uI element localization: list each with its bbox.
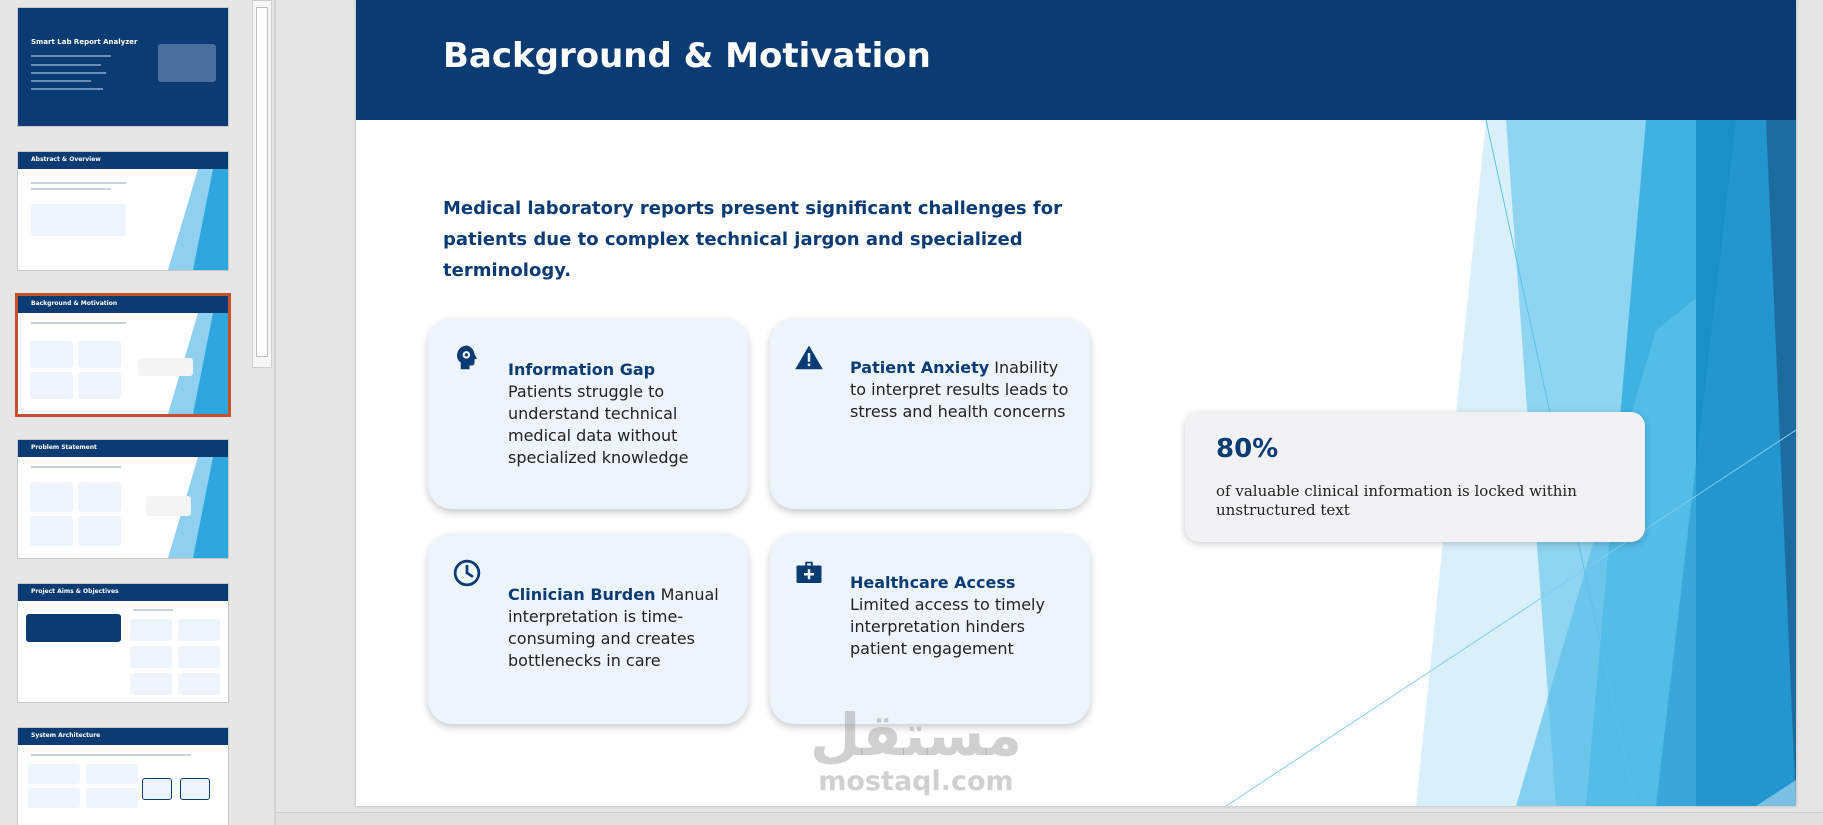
thumbnail-title: Abstract & Overview <box>31 156 101 163</box>
card-text <box>850 572 1075 660</box>
slide-thumbnail-6[interactable] <box>18 728 228 825</box>
slide-canvas[interactable] <box>356 0 1796 806</box>
stat-value: 80% <box>1216 434 1279 464</box>
card-body: Patients struggle to understand technical medical data without specialized knowledge <box>508 382 689 467</box>
stat-callout[interactable] <box>1185 412 1645 542</box>
clock-icon <box>452 558 482 588</box>
thumbnail-title: Background & Motivation <box>31 300 118 307</box>
card-clinician-burden[interactable] <box>428 534 748 724</box>
slide-thumbnail-3[interactable] <box>18 296 228 414</box>
warning-icon <box>794 343 824 373</box>
intro-text[interactable]: Medical laboratory reports present significant challenges for patients due to complex technical jargon and specialized terminology. <box>443 198 1062 281</box>
medical-kit-icon <box>794 558 824 588</box>
card-title: Information Gap <box>508 360 656 379</box>
card-text <box>850 357 1075 423</box>
slide-title[interactable]: Background & Motivation <box>443 36 931 76</box>
thumbnail-scrollbar[interactable] <box>252 0 272 368</box>
watermark-latin-text: mostaql.com <box>818 766 1014 797</box>
slide-thumbnail-5[interactable] <box>18 584 228 702</box>
card-text <box>508 584 733 672</box>
card-title: Clinician Burden <box>508 585 656 604</box>
slide-thumbnail-2[interactable] <box>18 152 228 270</box>
watermark-arabic-text: مستقل <box>809 701 1023 769</box>
thumbnail-title: Smart Lab Report Analyzer <box>31 38 138 46</box>
watermark <box>796 700 1036 797</box>
card-body: Inability to interpret results leads to stress and health concerns <box>850 358 1069 421</box>
pane-divider[interactable] <box>274 0 276 825</box>
slide-header-bar <box>356 0 1796 120</box>
card-patient-anxiety[interactable] <box>770 319 1090 509</box>
thumbnail-title: Problem Statement <box>31 444 97 451</box>
stat-description: of valuable clinical information is locked within unstructured text <box>1216 482 1577 519</box>
slide-thumbnail-pane <box>0 0 256 825</box>
card-title: Patient Anxiety <box>850 358 990 377</box>
card-body: Manual interpretation is time-consuming and creates bottlenecks in care <box>508 585 719 670</box>
horizontal-scrollbar[interactable] <box>276 812 1823 825</box>
card-text <box>508 359 733 469</box>
card-information-gap[interactable] <box>428 319 748 509</box>
thumbnail-title: Project Aims & Objectives <box>31 588 119 595</box>
slide-thumbnail-1[interactable] <box>18 8 228 126</box>
card-body: Limited access to timely interpretation hinders patient engagement <box>850 595 1045 658</box>
thumbnail-title: System Architecture <box>31 732 101 739</box>
card-title: Healthcare Access <box>850 573 1016 592</box>
thumbnail-scrollbar-thumb[interactable] <box>256 7 268 357</box>
slide-thumbnail-4[interactable] <box>18 440 228 558</box>
card-healthcare-access[interactable] <box>770 534 1090 724</box>
brain-gear-icon <box>452 343 482 373</box>
